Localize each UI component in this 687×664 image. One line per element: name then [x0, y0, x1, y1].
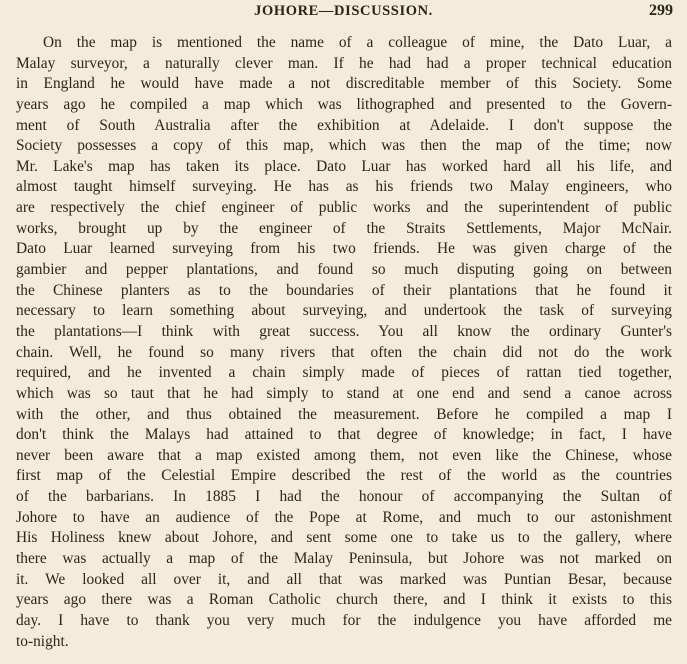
text-line: years ago he compiled a map which was lithographed and presented to the Govern- [16, 95, 672, 113]
text-line: gambier and pepper plantations, and found so much disputing going on between [16, 261, 672, 279]
text-line: His Holiness knew about Johore, and sent some one to take us to the gallery, where [16, 529, 672, 547]
text-line: never been aware that a map existed among them, not even like the Chinese, whose [16, 446, 672, 464]
text-line: don't think the Malays had attained to that degree of knowledge; in fact, I have [16, 426, 672, 444]
text-line: Mr. Lake's map has taken its place. Dato Luar has worked hard all his life, and [16, 157, 672, 175]
text-line: there was actually a map of the Malay Peninsula, but Johore was not marked on [16, 550, 672, 568]
text-line: Dato Luar learned surveying from his two friends. He was given charge of the [16, 240, 672, 258]
text-line: the plantations—I think with great success. You all know the ordinary Gunter's [16, 322, 672, 340]
text-line: necessary to learn something about surveying, and undertook the task of surveying [16, 302, 672, 320]
text-line: Malay surveyor, a naturally clever man. If he had had a proper technical education [16, 54, 672, 72]
body-paragraph [16, 33, 672, 652]
text-line: ment of South Australia after the exhibition at Adelaide. I don't suppose the [16, 116, 672, 134]
page-header [14, 2, 673, 24]
text-line: with the other, and thus obtained the measurement. Before he compiled a map I [16, 405, 672, 423]
text-line: in England he would have made a not discreditable member of this Society. Some [16, 75, 672, 93]
text-line: which was so taut that he had simply to stand at one end and send a canoe across [16, 384, 672, 402]
page-number: 299 [649, 2, 673, 19]
text-line: are respectively the chief engineer of public works and the superintendent of public [16, 199, 672, 217]
text-line: years ago there was a Roman Catholic church there, and I think it exists to this [16, 591, 672, 609]
text-line: On the map is mentioned the name of a colleague of mine, the Dato Luar, a [43, 34, 672, 51]
text-line: it. We looked all over it, and all that was marked was Puntian Besar, because [16, 570, 672, 588]
text-line: Johore to have an audience of the Pope at Rome, and much to our astonishment [16, 508, 672, 526]
text-line: Society possesses a copy of this map, which was then the map of the time; now [16, 137, 672, 155]
text-line: of the barbarians. In 1885 I had the honour of accompanying the Sultan of [16, 488, 672, 506]
text-line: chain. Well, he found so many rivers that often the chain did not do the work [16, 343, 672, 361]
text-line: to-night. [16, 632, 69, 650]
text-line: works, brought up by the engineer of the Straits Settlements, Major McNair. [16, 219, 672, 237]
text-line: first map of the Celestial Empire described the rest of the world as the countries [16, 467, 672, 485]
text-line: almost taught himself surveying. He has as his friends two Malay engineers, who [16, 178, 672, 196]
text-line: required, and he invented a chain simply made of pieces of rattan tied together, [16, 364, 672, 382]
text-line: the Chinese planters as to the boundaries of their plantations that he found it [16, 281, 672, 299]
text-line: day. I have to thank you very much for the indulgence you have afforded me [16, 611, 672, 629]
running-head: JOHORE—DISCUSSION. [254, 3, 433, 19]
